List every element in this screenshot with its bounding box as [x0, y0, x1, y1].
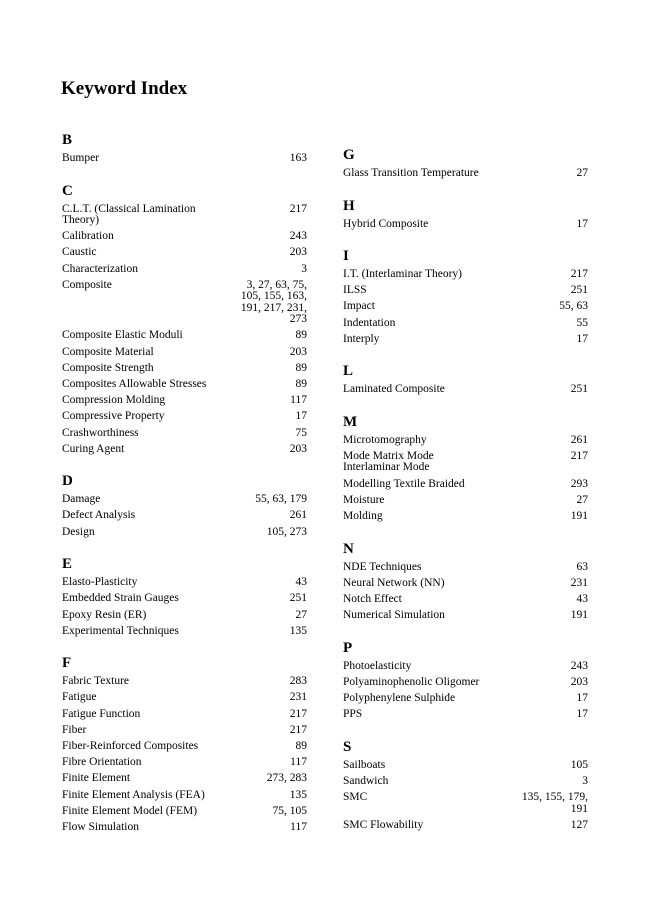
entry-term: Curing Agent: [62, 442, 125, 455]
entry-term: Characterization: [62, 262, 138, 275]
index-section: [343, 197, 588, 231]
entry-pages: 283: [289, 675, 307, 688]
index-entry: [62, 806, 307, 818]
index-entry: [62, 626, 307, 638]
entry-term: Polyphenylene Sulphide: [343, 691, 456, 704]
index-section: [343, 413, 588, 523]
entry-pages: 135: [289, 624, 307, 637]
entry-term: Finite Element: [62, 772, 131, 785]
index-entry: [62, 773, 307, 785]
entry-pages: 217: [289, 707, 307, 720]
entry-term: Fatigue Function: [62, 707, 141, 720]
entry-term: Caustic: [62, 246, 97, 259]
section-letter: B: [62, 132, 73, 148]
entry-pages: 55: [576, 316, 588, 329]
entry-pages: 43: [295, 576, 307, 589]
entry-term: Composite Material: [62, 345, 154, 358]
index-entry: [62, 347, 307, 359]
entry-term: Moisture: [343, 493, 385, 506]
entry-term: Damage: [62, 493, 101, 506]
entry-term: Numerical Simulation: [343, 609, 445, 622]
entry-pages: 75: [295, 426, 307, 439]
entry-term: Polyaminophenolic Oligomer: [343, 675, 480, 688]
entry-pages: 261: [570, 433, 588, 446]
entry-term: Fatigue: [62, 691, 97, 704]
entry-pages: 89: [295, 378, 307, 390]
entry-term: SMC Flowability: [343, 818, 424, 831]
index-entry: [62, 527, 307, 539]
entry-term: Bumper: [62, 152, 100, 164]
entry-term: Epoxy Resin (ER): [62, 608, 147, 621]
index-entry: [62, 395, 307, 407]
entry-term: SMC: [343, 791, 368, 803]
index-entry: [62, 692, 307, 704]
index-section: [62, 131, 307, 165]
section-letter: P: [343, 639, 353, 656]
entry-term: Embedded Strain Gauges: [62, 592, 179, 605]
entry-pages: 43: [576, 592, 588, 605]
entry-term: Fabric Texture: [62, 675, 130, 688]
entry-pages: 117: [290, 394, 307, 407]
entry-pages: 203: [289, 442, 307, 455]
entry-pages: 231: [289, 691, 307, 704]
index-entry: [62, 363, 307, 375]
index-entry: [343, 693, 588, 705]
index-section: [343, 738, 588, 832]
entry-pages: 3: [582, 774, 588, 787]
index-entry: [62, 428, 307, 440]
entry-term: Modelling Textile Braided: [343, 477, 465, 490]
index-entry: [62, 610, 307, 622]
entry-term: Finite Element Analysis (FEA): [62, 788, 205, 801]
index-entry: [343, 594, 588, 606]
entry-term: Elasto-Plasticity: [62, 576, 138, 589]
entry-pages: 3, 27, 63, 75, 105, 155, 163, 191, 217, 231, 273: [240, 278, 307, 326]
entry-term: Compression Molding: [62, 394, 166, 407]
index-entry: [62, 153, 307, 165]
entry-pages: 191: [570, 609, 588, 622]
index-entry: [62, 264, 307, 276]
entry-term: Photoelasticity: [343, 659, 412, 672]
index-entry: [62, 247, 307, 259]
index-entry: [343, 451, 588, 474]
index-section: [343, 247, 588, 345]
entry-pages: 243: [570, 659, 588, 672]
entry-term: Composite Elastic Moduli: [62, 329, 183, 342]
index-entry: [343, 610, 588, 622]
entry-term: Composites Allowable Stresses: [62, 378, 207, 390]
entry-pages: 191: [570, 510, 588, 522]
entry-pages: 217: [570, 268, 588, 280]
index-entry: [62, 676, 307, 688]
entry-pages: 203: [289, 246, 307, 259]
entry-pages: 17: [295, 410, 307, 423]
section-letter: D: [62, 473, 73, 490]
entry-pages: 105: [570, 758, 588, 771]
entry-pages: 251: [570, 284, 588, 297]
entry-pages: 105, 273: [266, 525, 307, 538]
entry-pages: 117: [290, 820, 307, 833]
entry-pages: 3: [301, 262, 307, 275]
entry-pages: 17: [576, 691, 588, 704]
entry-term: PPS: [343, 708, 363, 721]
entry-term: ILSS: [343, 284, 367, 297]
entry-pages: 63: [576, 560, 588, 573]
entry-pages: 89: [295, 361, 307, 374]
entry-pages: 17: [576, 217, 588, 230]
index-entry: [343, 269, 588, 281]
index-entry: [343, 776, 588, 788]
entry-pages: 89: [295, 329, 307, 342]
index-entry: [343, 820, 588, 832]
entry-pages: 89: [295, 739, 307, 752]
entry-pages: 251: [289, 592, 307, 605]
index-section: [62, 182, 307, 456]
index-entry: [343, 760, 588, 772]
entry-term: Sailboats: [343, 758, 386, 771]
entry-pages: 217: [289, 202, 307, 215]
index-entry: [62, 204, 307, 227]
index-entry: [343, 578, 588, 590]
entry-term: Mode Matrix Mode Interlaminar Mode: [343, 449, 434, 474]
index-entry: [62, 822, 307, 834]
entry-term: Design: [62, 525, 95, 538]
entry-term: Fibre Orientation: [62, 756, 142, 769]
index-entry: [343, 318, 588, 330]
entry-term: Crashworthiness: [62, 426, 139, 439]
entry-term: Sandwich: [343, 774, 389, 787]
entry-term: Notch Effect: [343, 592, 402, 605]
index-entry: [343, 334, 588, 346]
index-entry: [343, 677, 588, 689]
entry-pages: 203: [289, 345, 307, 358]
index-section: [343, 362, 588, 396]
index-section: [343, 639, 588, 721]
entry-pages: 27: [576, 167, 588, 179]
index-entry: [343, 511, 588, 523]
index-section: [343, 146, 588, 180]
entry-term: I.T. (Interlaminar Theory): [343, 268, 462, 280]
entry-term: Fiber-Reinforced Composites: [62, 739, 199, 752]
index-entry: [62, 709, 307, 721]
entry-term: Indentation: [343, 316, 396, 329]
index-entry: [62, 379, 307, 391]
entry-term: Compressive Property: [62, 410, 165, 423]
index-entry: [343, 301, 588, 313]
index-entry: [343, 792, 588, 815]
index-entry: [343, 479, 588, 491]
page-title: Keyword Index: [61, 78, 188, 99]
entry-pages: 163: [289, 152, 307, 164]
section-letter: M: [343, 413, 358, 430]
section-letter: F: [62, 655, 72, 672]
entry-pages: 55, 63, 179: [255, 493, 307, 506]
entry-term: Neural Network (NN): [343, 576, 445, 589]
entry-pages: 17: [576, 332, 588, 345]
entry-term: Interply: [343, 332, 380, 345]
entry-pages: 273, 283: [266, 772, 307, 785]
entry-term: Glass Transition Temperature: [343, 167, 479, 179]
section-letter: I: [343, 248, 349, 264]
section-letter: H: [343, 197, 355, 214]
index-entry: [343, 495, 588, 507]
section-letter: L: [343, 363, 354, 380]
index-section: [62, 654, 307, 833]
index-entry: [343, 562, 588, 574]
section-letter: C: [62, 182, 73, 199]
index-entry: [343, 168, 588, 180]
index-entry: [343, 285, 588, 297]
entry-term: Composite: [62, 278, 112, 291]
index-entry: [62, 725, 307, 737]
entry-term: Impact: [343, 300, 375, 313]
entry-pages: 135, 155, 179, 191: [521, 791, 588, 815]
index-entry: [62, 231, 307, 243]
index-entry: [62, 444, 307, 456]
entry-pages: 261: [289, 509, 307, 522]
entry-pages: 217: [289, 723, 307, 736]
index-section: [343, 540, 588, 622]
entry-term: Flow Simulation: [62, 820, 139, 833]
section-letter: G: [343, 147, 355, 163]
entry-term: C.L.T. (Classical Lamination Theory): [62, 202, 196, 226]
entry-term: NDE Techniques: [343, 560, 422, 573]
entry-term: Calibration: [62, 230, 114, 243]
entry-pages: 251: [570, 383, 588, 396]
index-entry: [62, 593, 307, 605]
entry-term: Fiber: [62, 723, 87, 736]
index-entry: [62, 510, 307, 522]
index-entry: [343, 384, 588, 396]
index-entry: [343, 219, 588, 231]
entry-pages: 217: [570, 449, 588, 462]
entry-term: Molding: [343, 510, 383, 522]
entry-pages: 117: [290, 756, 307, 769]
index-entry: [62, 790, 307, 802]
entry-pages: 27: [576, 493, 588, 506]
index-entry: [62, 741, 307, 753]
index-entry: [62, 577, 307, 589]
entry-pages: 55, 63: [559, 300, 588, 313]
index-entry: [343, 709, 588, 721]
entry-pages: 135: [289, 788, 307, 801]
entry-pages: 231: [570, 576, 588, 589]
entry-term: Microtomography: [343, 433, 427, 446]
index-section: [62, 472, 307, 538]
index-entry: [62, 280, 307, 326]
entry-pages: 17: [576, 708, 588, 721]
entry-pages: 75, 105: [272, 804, 307, 817]
entry-pages: 203: [570, 675, 588, 688]
entry-term: Experimental Techniques: [62, 624, 179, 637]
index-entry: [62, 411, 307, 423]
entry-pages: 243: [289, 230, 307, 243]
section-letter: N: [343, 540, 354, 557]
index-entry: [62, 494, 307, 506]
entry-pages: 27: [295, 608, 307, 621]
index-entry: [62, 757, 307, 769]
section-letter: E: [62, 556, 73, 573]
entry-pages: 293: [570, 477, 588, 490]
entry-term: Defect Analysis: [62, 509, 136, 522]
entry-term: Composite Strength: [62, 361, 154, 374]
entry-term: Hybrid Composite: [343, 217, 429, 230]
index-entry: [62, 330, 307, 342]
index-section: [62, 555, 307, 637]
entry-term: Laminated Composite: [343, 383, 445, 396]
index-column-right: [343, 146, 588, 848]
index-entry: [343, 435, 588, 447]
index-column-left: [62, 131, 307, 850]
entry-term: Finite Element Model (FEM): [62, 804, 198, 817]
index-entry: [343, 661, 588, 673]
entry-pages: 127: [570, 818, 588, 831]
section-letter: S: [343, 738, 352, 755]
